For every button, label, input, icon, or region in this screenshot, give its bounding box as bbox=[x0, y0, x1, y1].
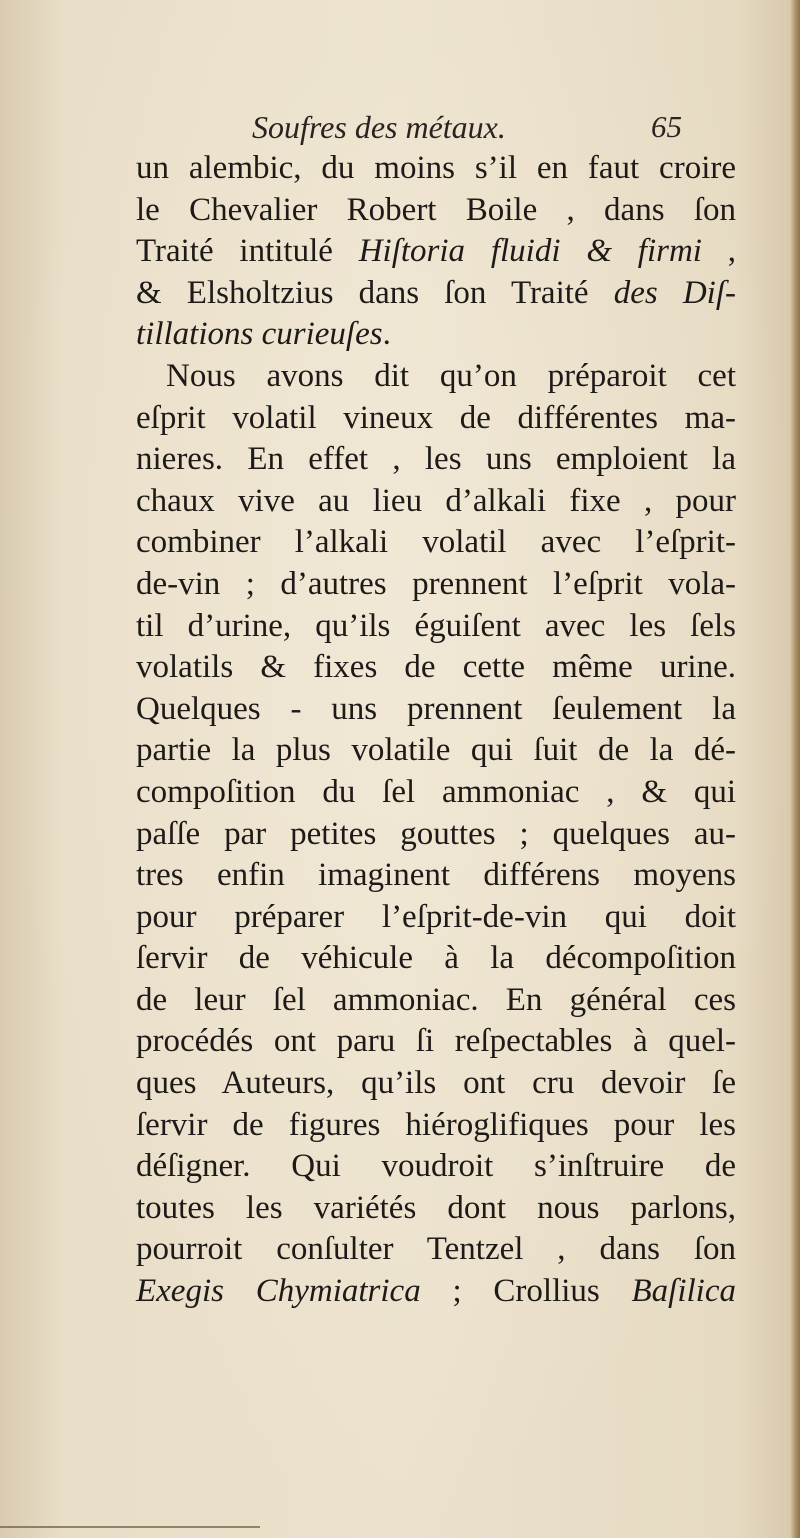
text-segment: ques Auteurs, qu’ils ont cru devoir ſe bbox=[136, 1065, 736, 1102]
text-segment: ſervir de véhicule à la décompoſition bbox=[136, 940, 736, 977]
text-segment: ; Crollius bbox=[420, 1273, 632, 1310]
text-segment: toutes les variétés dont nous parlons, bbox=[136, 1189, 736, 1226]
text-segment: compoſition du ſel ammoniac , & qui bbox=[136, 773, 736, 810]
bottom-rule bbox=[0, 1526, 260, 1528]
text-segment: pour préparer l’eſprit-de-vin qui doit bbox=[136, 898, 736, 935]
running-head bbox=[252, 102, 682, 152]
text-line bbox=[136, 938, 736, 980]
text-line bbox=[136, 980, 736, 1022]
text-line bbox=[136, 1021, 736, 1063]
text-segment: , bbox=[701, 233, 737, 270]
running-title: Soufres des métaux. bbox=[252, 109, 506, 145]
text-line bbox=[136, 273, 736, 315]
text-segment: Nous avons dit qu’on préparoit cet bbox=[166, 357, 736, 394]
text-segment: ſervir de figures hiéroglifiques pour les bbox=[136, 1106, 736, 1143]
text-line bbox=[136, 1271, 736, 1313]
text-segment: procédés ont paru ſi reſpectables à quel- bbox=[136, 1023, 736, 1060]
text-line bbox=[136, 1188, 736, 1230]
text-line bbox=[136, 564, 736, 606]
text-line bbox=[136, 814, 736, 856]
italic-text-segment: Exegis Chymiatrica bbox=[136, 1273, 421, 1310]
text-line bbox=[136, 190, 736, 232]
text-segment: . bbox=[382, 316, 391, 353]
text-segment: Quelques - uns prennent ſeulement la bbox=[136, 690, 736, 727]
text-line bbox=[136, 647, 736, 689]
text-segment: nieres. En effet , les uns emploient la bbox=[136, 441, 736, 478]
text-line bbox=[136, 606, 736, 648]
text-line bbox=[136, 1146, 736, 1188]
body-text bbox=[136, 148, 736, 1313]
text-line bbox=[136, 439, 736, 481]
text-line bbox=[136, 481, 736, 523]
text-segment: Traité intitulé bbox=[136, 233, 359, 270]
text-segment: de-vin ; d’autres prennent l’eſprit vola- bbox=[136, 565, 736, 602]
italic-text-segment: tillations curieuſes bbox=[136, 316, 383, 353]
text-segment: combiner l’alkali volatil avec l’eſprit- bbox=[136, 524, 736, 561]
text-segment: déſigner. Qui voudroit s’inſtruire de bbox=[136, 1148, 736, 1185]
italic-text-segment: Hiſtoria fluidi & firmi bbox=[358, 233, 702, 270]
text-segment: de leur ſel ammoniac. En général ces bbox=[136, 981, 736, 1018]
page-number: 65 bbox=[651, 109, 682, 144]
text-line bbox=[136, 398, 736, 440]
text-line bbox=[136, 522, 736, 564]
text-line bbox=[136, 1105, 736, 1147]
text-line bbox=[136, 356, 736, 398]
text-segment: eſprit volatil vineux de différentes ma- bbox=[136, 399, 736, 436]
text-line bbox=[136, 148, 736, 190]
text-line bbox=[136, 855, 736, 897]
text-line bbox=[136, 772, 736, 814]
italic-text-segment: Baſilica bbox=[631, 1273, 736, 1310]
text-line bbox=[136, 231, 736, 273]
text-segment: tres enfin imaginent différens moyens bbox=[136, 857, 736, 894]
text-segment: til d’urine, qu’ils éguiſent avec les ſels bbox=[136, 607, 736, 644]
text-line bbox=[136, 1229, 736, 1271]
text-segment: volatils & fixes de cette même urine. bbox=[136, 649, 736, 686]
italic-text-segment: des Diſ- bbox=[613, 274, 736, 311]
text-line bbox=[136, 897, 736, 939]
text-segment: pourroit conſulter Tentzel , dans ſon bbox=[136, 1231, 736, 1268]
text-segment: un alembic, du moins s’il en faut croire bbox=[136, 150, 736, 186]
text-segment: partie la plus volatile qui ſuit de la dé- bbox=[136, 732, 736, 769]
text-segment: & Elsholtzius dans ſon Traité bbox=[136, 274, 614, 311]
text-segment: chaux vive au lieu d’alkali fixe , pour bbox=[136, 482, 736, 519]
page-edge-shadow bbox=[790, 0, 800, 1538]
text-line bbox=[136, 689, 736, 731]
text-line bbox=[136, 1063, 736, 1105]
text-segment: paſſe par petites gouttes ; quelques au- bbox=[136, 815, 736, 852]
text-segment: le Chevalier Robert Boile , dans ſon bbox=[136, 191, 736, 228]
text-line bbox=[136, 730, 736, 772]
text-line bbox=[136, 314, 736, 356]
